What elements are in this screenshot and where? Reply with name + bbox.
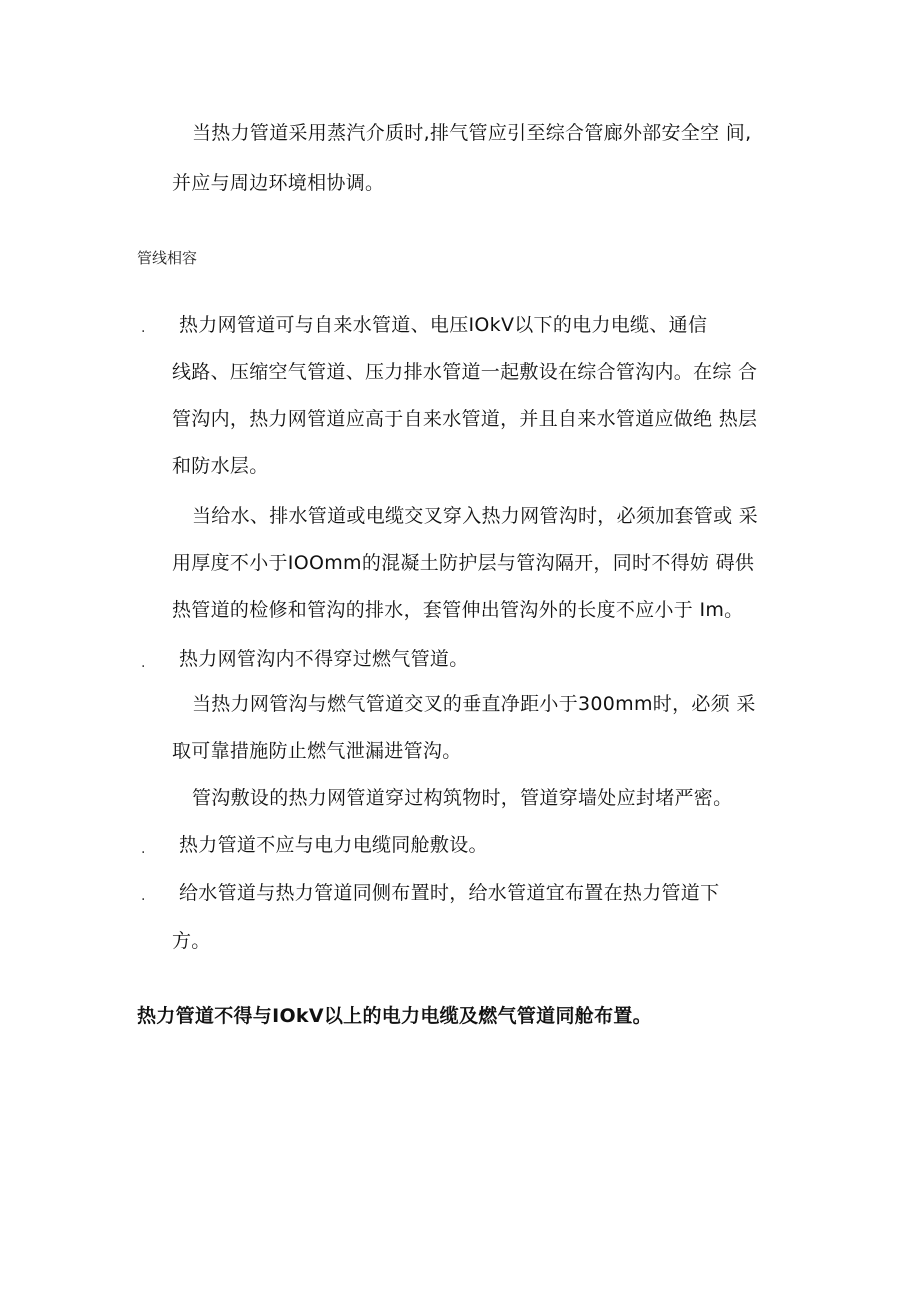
paragraph-4: 管沟敷设的热力网管道穿过构筑物时，管道穿墙处应封堵严密。 [192,787,733,809]
item-3: 热力管道不应与电力电缆同舱敷设。 [179,834,488,856]
bullet-mark-1: . [141,320,146,336]
item-1-line-4: 和防水层。 [172,455,269,477]
bullet-mark-2: . [141,655,146,671]
bullet-mark-3: . [141,841,146,857]
item-1-line-1: 热力网管道可与自来水管道、电压IOkV以下的电力电缆、通信 [179,314,708,336]
item-4-line-1: 给水管道与热力管道同侧布置时，给水管道宜布置在热力管道下 [179,882,720,904]
paragraph-3-line-1: 当热力网管沟与燃气管道交叉的垂直净距小于300mm时，必须 采 [192,693,756,715]
paragraph-1-line-1: 当热力管道采用蒸汽介质时,排气管应引至综合管廊外部安全空 间, [192,122,752,144]
item-1-line-2: 线路、压缩空气管道、压力排水管道一起敷设在综合管沟内。在综 合 [172,361,758,383]
paragraph-3-line-2: 取可靠措施防止燃气泄漏进管沟。 [172,740,462,762]
paragraph-1-line-2: 并应与周边环境相协调。 [172,172,385,194]
bold-statement: 热力管道不得与IOkV以上的电力电缆及燃气管道同舱布置。 [137,1005,652,1027]
bullet-mark-4: . [141,888,146,904]
section-heading: 管线相容 [137,249,198,267]
item-2: 热力网管沟内不得穿过燃气管道。 [179,648,469,670]
paragraph-2-line-3: 热管道的检修和管沟的排水，套管伸出管沟外的长度不应小于 Im。 [172,599,744,621]
paragraph-2-line-1: 当给水、排水管道或电缆交叉穿入热力网管沟时，必须加套管或 采 [192,505,759,527]
item-1-line-3: 管沟内，热力网管道应高于自来水管道，并且自来水管道应做绝 热层 [172,408,758,430]
item-4-line-2: 方。 [172,930,211,952]
paragraph-2-line-2: 用厚度不小于IOOmm的混凝土防护层与管沟隔开，同时不得妨 碍供 [172,552,755,574]
